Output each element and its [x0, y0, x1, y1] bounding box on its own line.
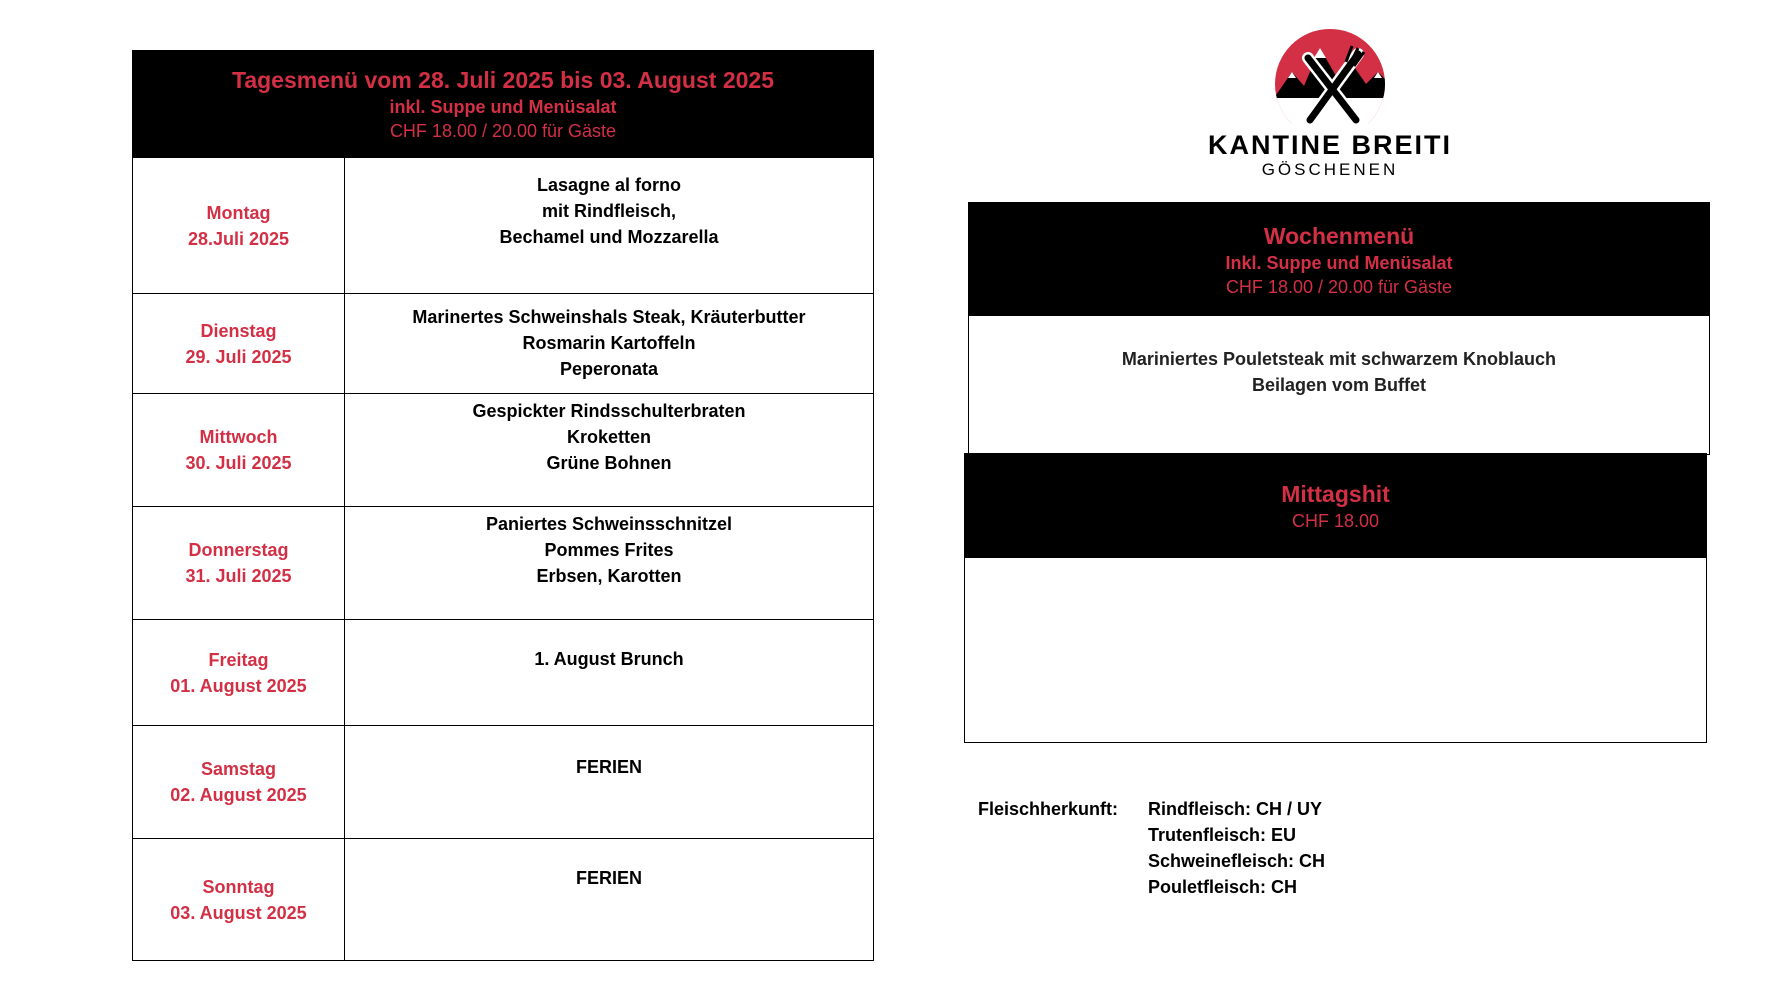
meat-origin-item: Rindfleisch: CH / UY — [1148, 799, 1323, 819]
dish-cell — [345, 726, 873, 838]
day-date: 31. Juli 2025 — [185, 566, 292, 586]
day-cell — [133, 294, 345, 393]
day-name: Samstag — [200, 759, 277, 779]
weekly-menu-subtitle: Inkl. Suppe und Menüsalat — [1225, 252, 1453, 273]
day-row-tuesday — [133, 293, 873, 393]
day-name: Donnerstag — [188, 540, 289, 560]
day-cell — [133, 839, 345, 960]
dish-line: FERIEN — [575, 868, 642, 888]
day-row-monday — [133, 157, 873, 293]
meat-origin-label: Fleischherkunft: — [978, 799, 1119, 819]
dish-line: mit Rindfleisch, — [541, 201, 676, 221]
day-name: Freitag — [208, 649, 269, 670]
knife-fork-mountains-icon — [1274, 28, 1386, 124]
weekly-menu-price: CHF 18.00 / 20.00 für Gäste — [1225, 276, 1453, 297]
dish-line: Grüne Bohnen — [546, 453, 672, 473]
day-name: Dienstag — [200, 320, 277, 341]
day-name: Mittwoch — [199, 427, 278, 447]
day-date: 29. Juli 2025 — [185, 346, 292, 367]
day-cell — [133, 726, 345, 838]
dish-cell — [345, 394, 873, 506]
day-date: 03. August 2025 — [170, 902, 307, 923]
mittagshit-header — [965, 454, 1706, 558]
day-row-thursday — [133, 506, 873, 619]
dish-line: FERIEN — [575, 757, 642, 777]
daily-menu-header — [133, 51, 873, 157]
day-date: 28.Juli 2025 — [187, 228, 290, 249]
dish-line: Kroketten — [566, 427, 651, 447]
mittagshit-title: Mittagshit — [1281, 481, 1390, 507]
day-row-saturday — [133, 725, 873, 838]
daily-menu-subtitle: inkl. Suppe und Menüsalat — [389, 97, 617, 117]
dish-line: Lasagne al forno — [536, 175, 682, 195]
day-row-wednesday — [133, 393, 873, 506]
dish-line: Pommes Frites — [544, 540, 674, 560]
brand-name: KANTINE BREITI — [1208, 130, 1452, 160]
day-row-sunday — [133, 838, 873, 960]
mittagshit-price: CHF 18.00 — [1291, 511, 1380, 531]
day-name: Montag — [206, 202, 271, 223]
mittagshit-box — [964, 453, 1707, 743]
dish-line: Peperonata — [559, 359, 659, 379]
dish-line: 1. August Brunch — [534, 649, 684, 669]
day-cell — [133, 620, 345, 725]
day-date: 02. August 2025 — [170, 785, 307, 805]
dish-line: Rosmarin Kartoffeln — [522, 333, 696, 353]
dish-line: Erbsen, Karotten — [536, 566, 682, 586]
meat-origin-item: Trutenfleisch: EU — [1148, 825, 1297, 845]
dish-cell — [345, 620, 873, 725]
weekly-menu-header — [969, 203, 1709, 316]
dish-cell — [345, 839, 873, 960]
dish-line: Marinertes Schweinshals Steak, Kräuterbutter — [412, 307, 806, 327]
dish-line: Gespickter Rindsschulterbraten — [472, 401, 746, 421]
day-row-friday — [133, 619, 873, 725]
weekly-menu-body — [969, 316, 1709, 398]
daily-menu-title: Tagesmenü vom 28. Juli 2025 bis 03. August 2025 — [231, 67, 774, 93]
day-cell — [133, 394, 345, 506]
weekly-menu-box — [968, 202, 1710, 455]
day-name: Sonntag — [202, 876, 275, 897]
meat-origin-item: Pouletfleisch: CH — [1148, 877, 1298, 897]
day-cell — [133, 158, 345, 293]
logo — [1190, 28, 1470, 188]
day-date: 30. Juli 2025 — [185, 453, 292, 473]
weekly-menu-title: Wochenmenü — [1263, 222, 1415, 249]
dish-cell — [345, 507, 873, 619]
dish-line: Beilagen vom Buffet — [1251, 375, 1427, 395]
meat-origin-list — [1148, 796, 1325, 900]
meat-origin-item: Schweinefleisch: CH — [1148, 851, 1326, 871]
dish-line: Mariniertes Pouletsteak mit schwarzem Knoblauch — [1121, 349, 1557, 369]
daily-menu-price: CHF 18.00 / 20.00 für Gäste — [389, 121, 617, 141]
dish-cell — [345, 294, 873, 393]
day-date: 01. August 2025 — [170, 675, 307, 696]
daily-menu-table — [132, 50, 874, 961]
brand-location: GÖSCHENEN — [1261, 160, 1399, 179]
dish-line: Paniertes Schweinsschnitzel — [485, 514, 733, 534]
day-cell — [133, 507, 345, 619]
dish-line: Bechamel und Mozzarella — [499, 227, 719, 247]
dish-cell — [345, 158, 873, 293]
